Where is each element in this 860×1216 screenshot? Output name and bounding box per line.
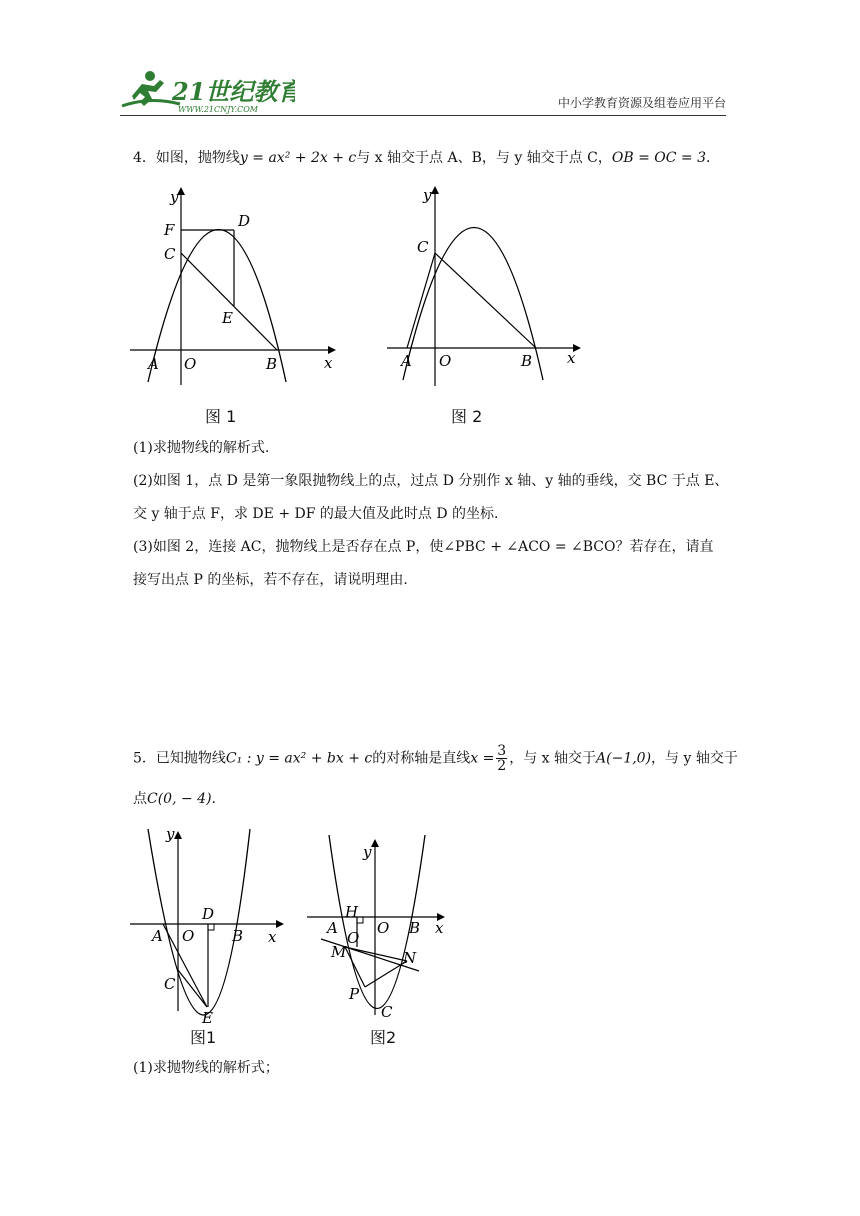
q5-stem-line-2: 点C(0, − 4).	[133, 791, 216, 807]
svg-text:O: O	[347, 929, 360, 947]
svg-text:M: M	[331, 943, 347, 961]
q4-part-1: (1)求抛物线的解析式.	[133, 440, 270, 456]
svg-text:C: C	[417, 238, 429, 256]
q5-part-1: (1)求抛物线的解析式；	[133, 1060, 279, 1076]
page-header	[120, 66, 726, 118]
q4-stem: 4．如图，抛物线y = ax² + 2x + c与 x 轴交于点 A、B，与 y 轴交于点 C，OB = OC = 3．	[133, 150, 720, 166]
svg-text:D: D	[202, 905, 215, 923]
svg-text:x: x	[435, 919, 444, 937]
q5-figure-2	[305, 835, 455, 1025]
svg-text:E: E	[222, 309, 233, 327]
svg-text:N: N	[403, 949, 417, 967]
svg-text:H: H	[345, 903, 359, 921]
svg-text:y: y	[170, 188, 179, 206]
svg-text:x: x	[268, 928, 277, 946]
q4-figure-1-caption: 图 1	[205, 407, 237, 426]
q5-figure-1	[128, 825, 288, 1025]
svg-text:O: O	[439, 352, 452, 370]
svg-text:y: y	[166, 825, 175, 843]
svg-text:x: x	[324, 354, 333, 372]
header-slogan: 中小学教育资源及组卷应用平台	[557, 96, 726, 110]
svg-text:y: y	[423, 186, 432, 204]
svg-text:O: O	[377, 919, 390, 937]
svg-text:O: O	[182, 927, 195, 945]
q4-figure-1	[128, 185, 338, 390]
q4-part-2-line-2: 交 y 轴于点 F，求 DE + DF 的最大值及此时点 D 的坐标.	[133, 506, 499, 522]
logo-url: WWW.21CNJY.COM	[178, 105, 258, 114]
svg-text:D: D	[238, 212, 251, 230]
svg-text:B: B	[409, 919, 421, 937]
svg-text:F: F	[164, 221, 175, 239]
q4-part-3-line-1: (3)如图 2，连接 AC，抛物线上是否存在点 P，使∠PBC + ∠ACO = ∠BCO？若存在，请直	[133, 539, 714, 555]
svg-text:B: B	[266, 355, 278, 373]
svg-text:x: x	[567, 349, 576, 367]
q5-stem-line-1: 5．已知抛物线C₁ : y = ax² + bx + c的对称轴是直线x = $\frac{3}{2}$ ，与 x 轴交于A(−1,0)，与 y 轴交于	[133, 743, 738, 774]
q4-figure-2-caption: 图 2	[451, 407, 483, 426]
logo-text: 21世纪教育	[172, 77, 295, 106]
svg-text:A: A	[401, 352, 412, 370]
svg-text:A: A	[148, 355, 159, 373]
site-logo	[120, 66, 295, 116]
svg-text:C: C	[381, 1003, 393, 1021]
header-divider	[120, 115, 726, 116]
q5-figure-2-caption: 图2	[370, 1028, 397, 1047]
svg-text:A: A	[327, 919, 338, 937]
q5-figure-1-caption: 图1	[190, 1028, 217, 1047]
q4-part-2-line-1: (2)如图 1，点 D 是第一象限抛物线上的点，过点 D 分别作 x 轴、y 轴的垂线，交 BC 于点 E、	[133, 473, 729, 489]
svg-text:C: C	[164, 975, 176, 993]
svg-text:B: B	[521, 352, 533, 370]
q4-figure-2	[385, 180, 585, 390]
svg-text:y: y	[363, 843, 372, 861]
svg-text:B: B	[232, 927, 244, 945]
q4-part-3-line-2: 接写出点 P 的坐标，若不存在，请说明理由.	[133, 572, 408, 588]
fraction: $\frac{3}{2}$	[497, 743, 507, 774]
svg-text:A: A	[152, 927, 163, 945]
svg-text:P: P	[349, 985, 360, 1003]
svg-text:O: O	[184, 355, 197, 373]
svg-text:C: C	[164, 245, 176, 263]
svg-text:E: E	[202, 1009, 213, 1025]
